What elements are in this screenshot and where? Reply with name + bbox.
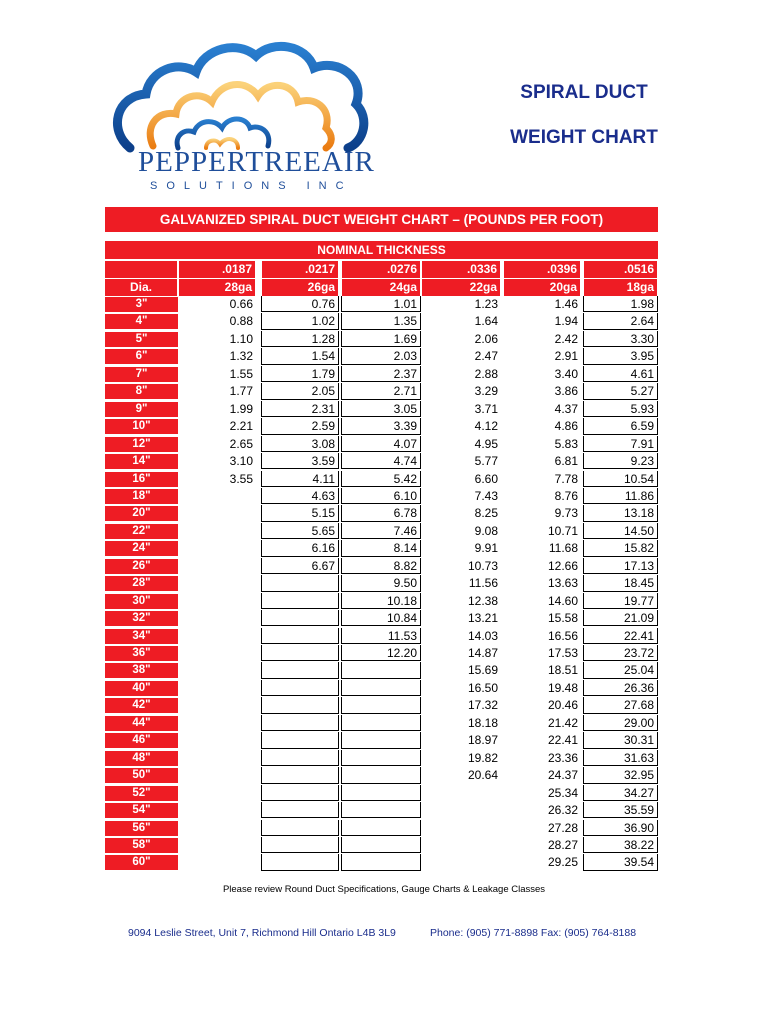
- weight-cell: 2.42: [554, 331, 578, 346]
- weight-cell: [261, 697, 339, 713]
- weight-cell: 26.36: [583, 680, 658, 696]
- gauge-cell: 20ga: [504, 279, 580, 296]
- dia-cell: 54": [105, 803, 178, 818]
- footer-note: Please review Round Duct Specifications, Gauge Charts & Leakage Classes: [222, 884, 546, 895]
- weight-cell: [421, 785, 501, 801]
- table-row: [105, 785, 658, 801]
- weight-cell: 1.28: [261, 331, 339, 347]
- weight-cell: 5.15: [261, 505, 339, 521]
- dia-cell: 5": [105, 332, 178, 347]
- dia-cell: 32": [105, 611, 178, 626]
- weight-cell: [178, 785, 256, 801]
- gauge-cell: 18ga: [584, 279, 657, 296]
- dia-cell: 40": [105, 681, 178, 696]
- thickness-cell: .0396: [504, 261, 580, 278]
- weight-cell: 12.66: [547, 558, 578, 573]
- table-row: [105, 767, 658, 783]
- weight-cell: 4.74: [341, 453, 421, 469]
- weight-cell: 35.59: [583, 802, 658, 818]
- dia-cell: 16": [105, 472, 178, 487]
- weight-cell: [178, 593, 256, 609]
- weight-cell: 39.54: [583, 854, 658, 870]
- table-row: [105, 820, 658, 836]
- weight-cell: 18.51: [547, 663, 578, 678]
- weight-cell: [178, 488, 256, 504]
- weight-cell: 14.50: [583, 523, 658, 539]
- weight-cell: [341, 662, 421, 678]
- weight-cell: 22.41: [583, 628, 658, 644]
- table-row: [105, 523, 658, 539]
- brand-subtitle: SOLUTIONS INC: [150, 180, 353, 192]
- weight-cell: [341, 680, 421, 696]
- dia-cell: 50": [105, 768, 178, 783]
- weight-cell: [341, 750, 421, 766]
- weight-cell: [178, 802, 256, 818]
- weight-cell: 9.23: [583, 453, 658, 469]
- weight-cell: 1.99: [229, 401, 253, 416]
- dia-cell: 20": [105, 506, 178, 521]
- thickness-corner-cell: [105, 261, 177, 278]
- thickness-cell: .0276: [342, 261, 420, 278]
- weight-cell: 10.84: [341, 610, 421, 626]
- company-phone-fax: Phone: (905) 771-8898 Fax: (905) 764-8188: [430, 927, 637, 939]
- weight-cell: 2.59: [261, 418, 339, 434]
- weight-cell: 13.63: [547, 576, 578, 591]
- weight-cell: [178, 540, 256, 556]
- weight-cell: [421, 802, 501, 818]
- gauge-cell: 22ga: [422, 279, 500, 296]
- dia-cell: 56": [105, 821, 178, 836]
- weight-cell: 6.81: [554, 454, 578, 469]
- weight-cell: [178, 715, 256, 731]
- weight-cell: [261, 785, 339, 801]
- weight-cell: 24.37: [547, 768, 578, 783]
- dia-cell: 3": [105, 297, 178, 312]
- weight-cell: 9.91: [474, 541, 498, 556]
- weight-cell: 3.29: [474, 384, 498, 399]
- dia-cell: 30": [105, 594, 178, 609]
- weight-cell: [178, 750, 256, 766]
- thickness-cell: .0217: [262, 261, 338, 278]
- weight-cell: 6.16: [261, 540, 339, 556]
- weight-cell: [261, 715, 339, 731]
- weight-cell: 1.02: [261, 313, 339, 329]
- weight-cell: [178, 645, 256, 661]
- weight-cell: 1.79: [261, 366, 339, 382]
- table-row: [105, 313, 658, 329]
- thickness-cell: .0187: [179, 261, 255, 278]
- weight-cell: 23.36: [547, 750, 578, 765]
- dia-cell: 60": [105, 855, 178, 870]
- table-row: [105, 558, 658, 574]
- dia-cell: 34": [105, 629, 178, 644]
- weight-cell: [261, 662, 339, 678]
- weight-cell: 10.71: [547, 523, 578, 538]
- weight-cell: 1.94: [554, 314, 578, 329]
- weight-cell: 6.10: [341, 488, 421, 504]
- weight-cell: 14.03: [467, 628, 498, 643]
- weight-cell: 1.77: [229, 384, 253, 399]
- weight-cell: [178, 854, 256, 870]
- weight-cell: 12.38: [467, 593, 498, 608]
- weight-cell: 2.71: [341, 383, 421, 399]
- weight-cell: 1.98: [583, 296, 658, 312]
- dia-cell: 38": [105, 663, 178, 678]
- weight-cell: 1.64: [474, 314, 498, 329]
- weight-cell: 5.77: [474, 454, 498, 469]
- weight-cell: 11.56: [468, 576, 498, 591]
- weight-cell: 1.35: [341, 313, 421, 329]
- weight-cell: 0.76: [261, 296, 339, 312]
- weight-cell: [178, 697, 256, 713]
- weight-cell: 6.60: [474, 471, 498, 486]
- weight-cell: 2.31: [261, 401, 339, 417]
- dia-cell: 9": [105, 402, 178, 417]
- weight-cell: 4.63: [261, 488, 339, 504]
- weight-cell: 3.95: [583, 348, 658, 364]
- table-row: [105, 436, 658, 452]
- weight-cell: 3.08: [261, 436, 339, 452]
- weight-cell: [261, 732, 339, 748]
- weight-cell: 1.46: [554, 297, 578, 311]
- table-row: [105, 383, 658, 399]
- table-row: [105, 488, 658, 504]
- weight-cell: [341, 820, 421, 836]
- table-row: [105, 715, 658, 731]
- weight-cell: [178, 662, 256, 678]
- weight-cell: 5.42: [341, 471, 421, 487]
- weight-cell: 2.88: [474, 366, 498, 381]
- weight-cell: 12.20: [341, 645, 421, 661]
- dia-cell: 4": [105, 314, 178, 329]
- table-row: [105, 680, 658, 696]
- weight-cell: 13.18: [583, 505, 658, 521]
- weight-cell: 4.86: [554, 419, 578, 434]
- weight-cell: [261, 628, 339, 644]
- weight-cell: 25.04: [583, 662, 658, 678]
- weight-cell: [421, 837, 501, 853]
- gauge-row: [105, 279, 658, 296]
- weight-cell: [341, 802, 421, 818]
- weight-cell: [178, 628, 256, 644]
- weight-cell: 18.18: [467, 715, 498, 730]
- weight-cell: [178, 558, 256, 574]
- weight-cell: 3.71: [474, 401, 498, 416]
- weight-cell: 13.21: [467, 611, 498, 626]
- weight-cell: 2.21: [229, 419, 253, 434]
- weight-cell: [261, 750, 339, 766]
- weight-cell: 10.18: [341, 593, 421, 609]
- table-row: [105, 453, 658, 469]
- dia-cell: 26": [105, 559, 178, 574]
- table-row: [105, 750, 658, 766]
- weight-cell: 10.73: [467, 558, 498, 573]
- weight-cell: 11.53: [341, 628, 421, 644]
- dia-cell: 28": [105, 576, 178, 591]
- weight-cell: [341, 697, 421, 713]
- table-row: [105, 593, 658, 609]
- weight-cell: 3.39: [341, 418, 421, 434]
- weight-cell: [421, 854, 501, 870]
- dia-cell: 10": [105, 419, 178, 434]
- weight-cell: 1.55: [229, 366, 253, 381]
- gauge-cell: 28ga: [179, 279, 255, 296]
- weight-cell: 11.68: [548, 541, 578, 556]
- weight-cell: 15.69: [467, 663, 498, 678]
- weight-cell: 2.06: [474, 331, 498, 346]
- weight-cell: 25.34: [547, 785, 578, 800]
- weight-cell: 2.65: [229, 436, 253, 451]
- weight-cell: 15.82: [583, 540, 658, 556]
- table-row: [105, 296, 658, 312]
- weight-cell: 2.64: [583, 313, 658, 329]
- dia-cell: 8": [105, 384, 178, 399]
- weight-cell: 19.77: [583, 593, 658, 609]
- weight-cell: 3.55: [229, 471, 253, 486]
- dia-cell: 58": [105, 838, 178, 853]
- weight-cell: 2.47: [474, 349, 498, 364]
- weight-cell: [341, 785, 421, 801]
- table-row: [105, 610, 658, 626]
- weight-cell: [261, 680, 339, 696]
- table-row: [105, 418, 658, 434]
- weight-cell: 8.76: [554, 488, 578, 503]
- weight-cell: 30.31: [583, 732, 658, 748]
- weight-cell: 6.67: [261, 558, 339, 574]
- weight-cell: 4.61: [583, 366, 658, 382]
- thickness-row: [105, 261, 658, 278]
- weight-cell: [261, 820, 339, 836]
- table-row: [105, 697, 658, 713]
- weight-cell: 9.50: [341, 575, 421, 591]
- company-address: 9094 Leslie Street, Unit 7, Richmond Hill Ontario L4B 3L9: [128, 927, 396, 939]
- doc-title-line-1: SPIRAL DUCT: [520, 82, 648, 103]
- weight-cell: 2.03: [341, 348, 421, 364]
- weight-cell: 9.73: [554, 506, 578, 521]
- weight-cell: 5.83: [554, 436, 578, 451]
- weight-cell: [261, 837, 339, 853]
- weight-cell: 17.32: [467, 698, 498, 713]
- dia-cell: 46": [105, 733, 178, 748]
- brand-name: PEPPERTREEAIR: [138, 146, 375, 178]
- table-row: [105, 854, 658, 870]
- weight-cell: 8.82: [341, 558, 421, 574]
- weight-cell: [178, 680, 256, 696]
- weight-cell: 5.27: [583, 383, 658, 399]
- weight-cell: 34.27: [583, 785, 658, 801]
- weight-cell: 10.54: [583, 471, 658, 487]
- table-row: [105, 662, 658, 678]
- weight-cell: 18.45: [583, 575, 658, 591]
- weight-cell: 7.46: [341, 523, 421, 539]
- weight-cell: 16.50: [467, 680, 498, 695]
- weight-cell: [178, 732, 256, 748]
- weight-cell: 29.00: [583, 715, 658, 731]
- weight-cell: 2.91: [554, 349, 578, 364]
- table-row: [105, 331, 658, 347]
- table-row: [105, 348, 658, 364]
- gauge-cell: 24ga: [342, 279, 420, 296]
- weight-cell: 23.72: [583, 645, 658, 661]
- weight-cell: 1.01: [341, 296, 421, 312]
- dia-cell: 22": [105, 524, 178, 539]
- weight-cell: 20.64: [467, 768, 498, 783]
- thickness-cell: .0516: [584, 261, 657, 278]
- weight-cell: 5.93: [583, 401, 658, 417]
- dia-cell: 44": [105, 716, 178, 731]
- weight-cell: 4.07: [341, 436, 421, 452]
- weight-cell: [261, 854, 339, 870]
- weight-cell: 0.66: [229, 297, 253, 311]
- dia-header: Dia.: [105, 279, 177, 296]
- weight-cell: 2.37: [341, 366, 421, 382]
- weight-cell: 1.69: [341, 331, 421, 347]
- weight-cell: [261, 767, 339, 783]
- dia-cell: 52": [105, 786, 178, 801]
- weight-cell: [341, 715, 421, 731]
- weight-cell: 15.58: [547, 611, 578, 626]
- gauge-cell: 26ga: [262, 279, 338, 296]
- weight-cell: 1.32: [229, 349, 253, 364]
- weight-cell: 6.59: [583, 418, 658, 434]
- weight-cell: [178, 837, 256, 853]
- weight-cell: [261, 610, 339, 626]
- weight-cell: 7.78: [554, 471, 578, 486]
- weight-cell: [178, 820, 256, 836]
- dia-cell: 12": [105, 437, 178, 452]
- weight-cell: [178, 575, 256, 591]
- dia-cell: 48": [105, 751, 178, 766]
- weight-cell: [178, 523, 256, 539]
- weight-cell: 4.95: [474, 436, 498, 451]
- weight-cell: 1.23: [474, 297, 498, 311]
- dia-cell: 36": [105, 646, 178, 661]
- weight-cell: [421, 820, 501, 836]
- table-row: [105, 732, 658, 748]
- dia-cell: 6": [105, 349, 178, 364]
- weight-cell: 9.08: [474, 523, 498, 538]
- weight-cell: [341, 837, 421, 853]
- weight-cell: 7.43: [474, 488, 498, 503]
- weight-cell: [341, 732, 421, 748]
- table-row: [105, 628, 658, 644]
- weight-cell: 11.86: [583, 488, 658, 504]
- table-row: [105, 540, 658, 556]
- nominal-thickness-header: NOMINAL THICKNESS: [105, 241, 658, 259]
- cloud-logo-icon: [108, 38, 378, 153]
- weight-cell: 21.42: [547, 715, 578, 730]
- weight-cell: [261, 645, 339, 661]
- table-banner: GALVANIZED SPIRAL DUCT WEIGHT CHART – (POUNDS PER FOOT): [105, 207, 658, 232]
- table-row: [105, 366, 658, 382]
- weight-cell: 4.37: [554, 401, 578, 416]
- weight-cell: [261, 575, 339, 591]
- weight-cell: 6.78: [341, 505, 421, 521]
- weight-cell: 21.09: [583, 610, 658, 626]
- weight-cell: 16.56: [547, 628, 578, 643]
- weight-cell: 22.41: [547, 733, 578, 748]
- dia-cell: 18": [105, 489, 178, 504]
- table-row: [105, 505, 658, 521]
- weight-cell: [261, 593, 339, 609]
- table-row: [105, 837, 658, 853]
- weight-cell: 0.88: [229, 314, 253, 329]
- table-row: [105, 401, 658, 417]
- weight-cell: 8.25: [474, 506, 498, 521]
- table-row: [105, 575, 658, 591]
- weight-cell: 14.87: [467, 646, 498, 660]
- weight-cell: 8.14: [341, 540, 421, 556]
- table-row: [105, 802, 658, 818]
- dia-cell: 42": [105, 698, 178, 713]
- weight-cell: 3.40: [554, 366, 578, 381]
- weight-cell: 20.46: [547, 698, 578, 713]
- weight-cell: 4.11: [261, 471, 339, 487]
- weight-cell: 32.95: [583, 767, 658, 783]
- thickness-cell: .0336: [422, 261, 500, 278]
- weight-cell: 3.30: [583, 331, 658, 347]
- dia-cell: 7": [105, 367, 178, 382]
- weight-cell: 17.53: [547, 646, 578, 660]
- weight-cell: 14.60: [547, 593, 578, 608]
- weight-cell: 19.82: [467, 750, 498, 765]
- weight-cell: 1.10: [229, 331, 253, 346]
- weight-cell: 5.65: [261, 523, 339, 539]
- weight-cell: 3.59: [261, 453, 339, 469]
- weight-cell: 4.12: [474, 419, 498, 434]
- weight-cell: 27.28: [547, 820, 578, 835]
- weight-cell: 27.68: [583, 697, 658, 713]
- weight-cell: 2.05: [261, 383, 339, 399]
- weight-cell: 36.90: [583, 820, 658, 836]
- weight-cell: 28.27: [547, 837, 578, 852]
- weight-cell: 17.13: [583, 558, 658, 574]
- weight-cell: 19.48: [547, 680, 578, 695]
- dia-cell: 14": [105, 454, 178, 469]
- weight-cell: 3.10: [229, 454, 253, 469]
- weight-cell: [341, 767, 421, 783]
- weight-cell: 31.63: [583, 750, 658, 766]
- weight-cell: 18.97: [467, 733, 498, 748]
- table-row: [105, 471, 658, 487]
- weight-cell: 29.25: [547, 855, 578, 870]
- weight-cell: 38.22: [583, 837, 658, 853]
- doc-title-line-2: WEIGHT CHART: [510, 127, 658, 148]
- weight-cell: 3.86: [554, 384, 578, 399]
- weight-cell: [261, 802, 339, 818]
- weight-cell: [178, 505, 256, 521]
- weight-cell: 26.32: [547, 803, 578, 818]
- weight-cell: 3.05: [341, 401, 421, 417]
- weight-cell: [178, 610, 256, 626]
- dia-cell: 24": [105, 541, 178, 556]
- table-row: [105, 645, 658, 661]
- weight-cell: [341, 854, 421, 870]
- weight-cell: 7.91: [583, 436, 658, 452]
- weight-cell: 1.54: [261, 348, 339, 364]
- weight-cell: [178, 767, 256, 783]
